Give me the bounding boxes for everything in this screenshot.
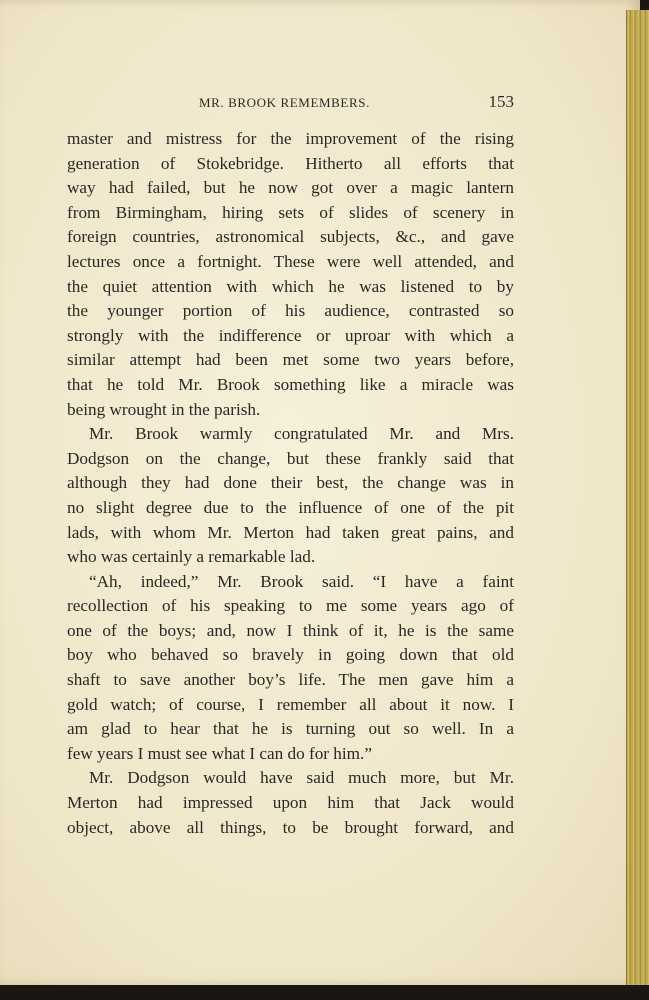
- text-line: similar attempt had been met some two years before,: [67, 350, 514, 370]
- text-line: way had failed, but he now got over a magic lantern: [67, 178, 514, 198]
- text-line: no slight degree due to the influence of one of the pit: [67, 497, 514, 517]
- text-line: lads, with whom Mr. Merton had taken great pains, and: [67, 522, 514, 542]
- text-line: generation of Stokebridge. Hitherto all efforts that: [67, 153, 514, 173]
- text-line: master and mistress for the improvement of the rising: [67, 129, 514, 148]
- text-line: Mr. Dodgson would have said much more, but Mr.: [89, 768, 514, 788]
- page-number: 153: [488, 92, 514, 111]
- text-line: one of the boys; and, now I think of it, he is the same: [67, 620, 514, 640]
- page-edges: [626, 10, 649, 985]
- text-line: the younger portion of his audience, contrasted so: [67, 301, 514, 321]
- text-line: Mr. Brook warmly congratulated Mr. and Mrs.: [89, 424, 514, 444]
- text-line: recollection of his speaking to me some years ago of: [67, 596, 514, 616]
- text-line: object, above all things, to be brought forward, and: [67, 817, 514, 837]
- text-line: few years I must see what I can do for him.”: [67, 743, 372, 763]
- text-line: am glad to hear that he is turning out so well. In a: [67, 719, 514, 739]
- page-header: [67, 92, 514, 114]
- text-line: lectures once a fortnight. These were well attended, and: [67, 251, 514, 271]
- text-line: foreign countries, astronomical subjects, &c., and gave: [67, 227, 514, 247]
- text-line: the quiet attention with which he was listened to by: [67, 276, 514, 296]
- body-text: [67, 127, 514, 840]
- text-line: Dodgson on the change, but these frankly said that: [67, 448, 514, 468]
- text-line: “Ah, indeed,” Mr. Brook said. “I have a faint: [89, 571, 514, 591]
- running-head: MR. BROOK REMEMBERS.: [199, 95, 370, 110]
- text-line: boy who behaved so bravely in going down that old: [67, 645, 514, 665]
- text-line: although they had done their best, the change was in: [67, 473, 514, 493]
- text-line: strongly with the indifference or uproar with which a: [67, 325, 514, 345]
- text-line: gold watch; of course, I remember all about it now. I: [67, 694, 514, 714]
- text-line: that he told Mr. Brook something like a miracle was: [67, 374, 514, 394]
- text-line: shaft to save another boy’s life. The men gave him a: [67, 670, 514, 690]
- text-line: being wrought in the parish.: [67, 399, 261, 419]
- text-line: from Birmingham, hiring sets of slides of scenery in: [67, 202, 514, 222]
- text-line: Merton had impressed upon him that Jack would: [67, 793, 514, 813]
- text-line: who was certainly a remarkable lad.: [67, 547, 316, 567]
